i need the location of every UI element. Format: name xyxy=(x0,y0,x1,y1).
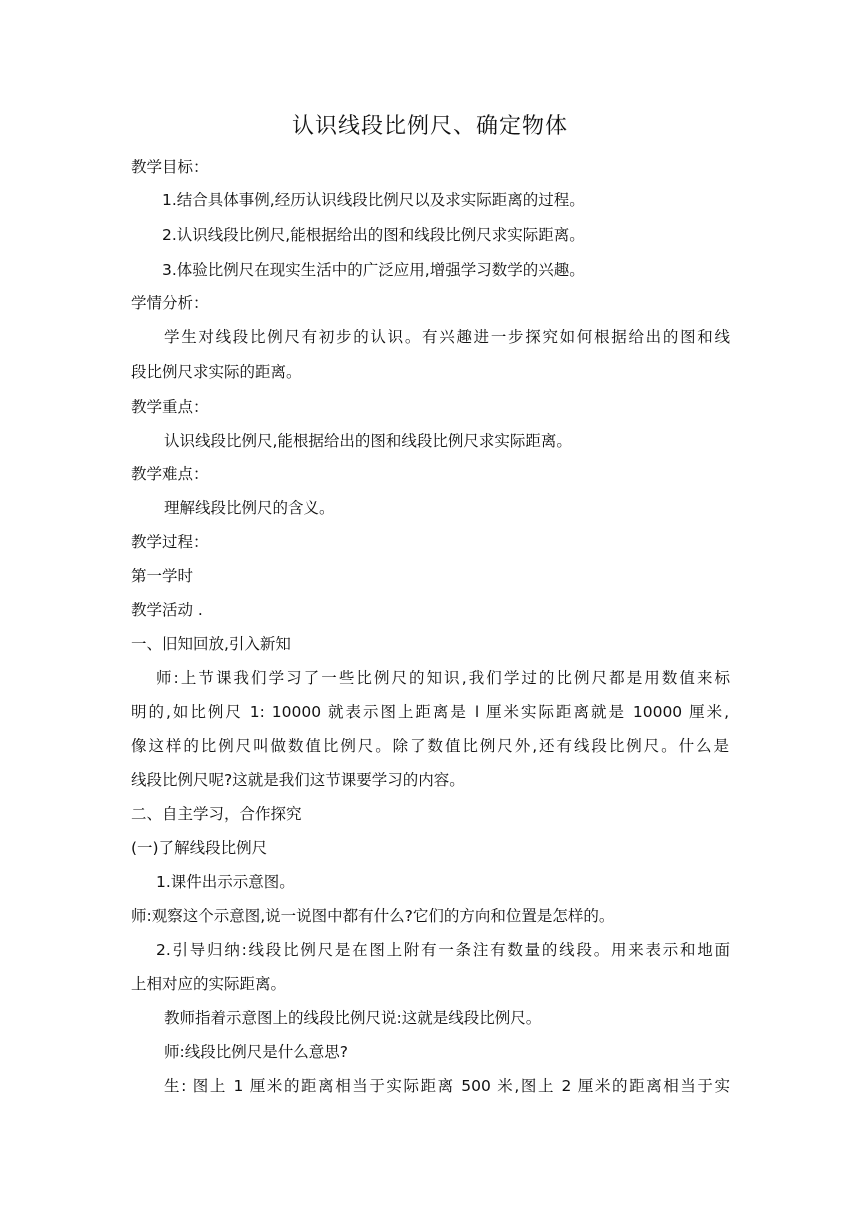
part-two-heading: 二、自主学习，合作探究 xyxy=(131,805,302,823)
subsection-heading-1: (一)了解线段比例尺 xyxy=(131,839,268,857)
section-heading-objectives: 教学目标： xyxy=(131,158,209,176)
key-points-text: 认识线段比例尺,能根据给出的图和线段比例尺求实际距离。 xyxy=(164,432,572,450)
section-heading-process: 教学过程： xyxy=(131,533,209,551)
step-2-line-1: 2.引导归纳:线段比例尺是在图上附有一条注有数量的线段。用来表示和地面 xyxy=(156,941,730,959)
part-one-paragraph-line-2: 明的,如比例尺 1: 10000 就表示图上距离是 l 厘米实际距离就是 10000 厘米, xyxy=(131,703,729,721)
analysis-paragraph-line-1: 学生对线段比例尺有初步的认识。有兴趣进一步探究如何根据给出的图和线 xyxy=(164,328,730,346)
section-heading-analysis: 学情分析： xyxy=(131,294,209,312)
teacher-ask-meaning: 师:线段比例尺是什么意思? xyxy=(164,1043,348,1061)
objective-item-2: 2.认识线段比例尺,能根据给出的图和线段比例尺求实际距离。 xyxy=(162,226,585,244)
part-one-paragraph-line-3: 像这样的比例尺叫做数值比例尺。除了数值比例尺外,还有线段比例尺。什么是 xyxy=(131,737,729,755)
step-2-line-2: 上相对应的实际距离。 xyxy=(131,975,287,993)
teacher-question-text: 师:观察这个示意图,说一说图中都有什么?它们的方向和位置是怎样的。 xyxy=(131,907,615,925)
part-one-heading: 一、旧知回放,引入新知 xyxy=(131,635,291,653)
document-title: 认识线段比例尺、确定物体 xyxy=(291,114,568,139)
part-one-paragraph-line-1: 师:上节课我们学习了一些比例尺的知识,我们学过的比例尺都是用数值来标 xyxy=(156,669,730,687)
objective-item-1: 1.结合具体事例,经历认识线段比例尺以及求实际距离的过程。 xyxy=(162,191,585,209)
student-answer-text: 生: 图上 1 厘米的距离相当于实际距离 500 米,图上 2 厘米的距离相当于实 xyxy=(164,1077,730,1095)
step-1-text: 1.课件出示示意图。 xyxy=(156,873,295,891)
section-heading-key-points: 教学重点： xyxy=(131,398,209,416)
section-heading-difficulties: 教学难点： xyxy=(131,465,209,483)
teaching-activity-label: 教学活动 . xyxy=(131,601,203,619)
teacher-pointing-text: 教师指着示意图上的线段比例尺说:这就是线段比例尺。 xyxy=(164,1009,542,1027)
difficulties-text: 理解线段比例尺的含义。 xyxy=(164,499,335,517)
objective-item-3: 3.体验比例尺在现实生活中的广泛应用,增强学习数学的兴趣。 xyxy=(162,261,585,279)
lesson-period: 第一学时 xyxy=(131,567,194,585)
part-one-paragraph-line-4: 线段比例尺呢?这就是我们这节课要学习的内容。 xyxy=(131,771,465,789)
analysis-paragraph-line-2: 段比例尺求实际的距离。 xyxy=(131,363,302,381)
